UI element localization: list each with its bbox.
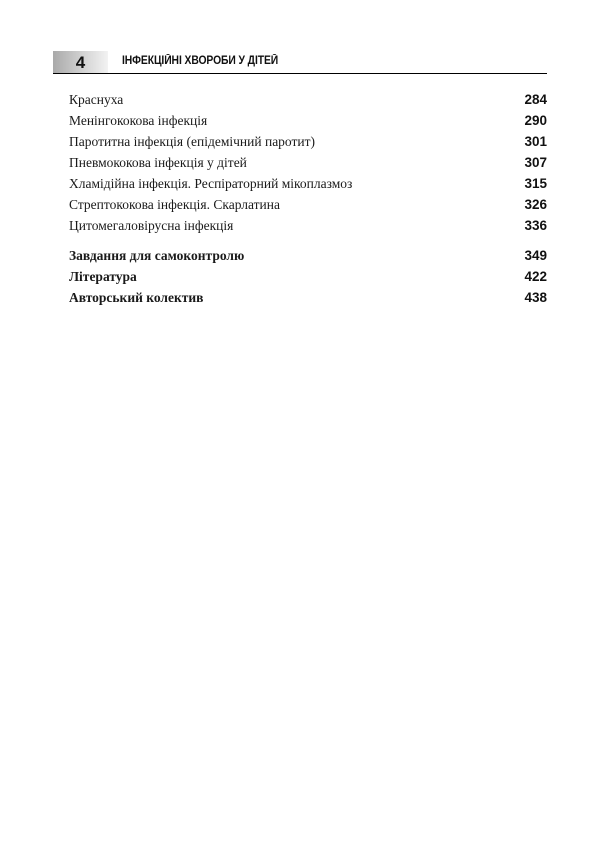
running-title: ІНФЕКЦІЙНІ ХВОРОБИ У ДІТЕЙ (122, 55, 279, 67)
toc-section-title: Завдання для самоконтролю (69, 248, 245, 263)
toc-section-page: 438 (524, 290, 547, 305)
toc-entry-page: 301 (524, 134, 547, 149)
toc-entry-title: Менінгококова інфекція (69, 113, 208, 128)
toc-section-page: 422 (524, 269, 547, 284)
toc-entry (69, 218, 547, 239)
toc-entry-page: 307 (524, 155, 547, 170)
toc-entry-page: 315 (524, 176, 547, 191)
toc-entry-title: Стрептококова інфекція. Скарлатина (69, 197, 280, 212)
toc-entry (69, 155, 547, 176)
toc-entry-title: Краснуха (69, 92, 124, 107)
toc-entry-title: Паротитна інфекція (епідемічний паротит) (69, 134, 316, 149)
toc-section-title: Авторський колектив (69, 290, 204, 305)
toc-entry-title: Хламідійна інфекція. Респіраторний мікоплазмоз (69, 176, 353, 191)
page-number: 4 (53, 51, 108, 74)
toc-entry-title: Цитомегаловірусна інфекція (69, 218, 234, 233)
table-of-contents (69, 92, 547, 311)
toc-entry (69, 176, 547, 197)
page-header (53, 51, 547, 74)
header-divider (53, 73, 547, 74)
toc-entry-page: 326 (524, 197, 547, 212)
toc-section-title: Література (69, 269, 137, 284)
toc-section-page: 349 (524, 248, 547, 263)
toc-section (69, 269, 547, 290)
toc-entry (69, 92, 547, 113)
toc-entry (69, 134, 547, 155)
toc-entry (69, 197, 547, 218)
toc-section (69, 248, 547, 269)
toc-entry-title: Пневмококова інфекція у дітей (69, 155, 247, 170)
toc-entry (69, 113, 547, 134)
toc-entry-page: 284 (524, 92, 547, 107)
toc-section (69, 290, 547, 311)
toc-entry-page: 336 (524, 218, 547, 233)
toc-entry-page: 290 (524, 113, 547, 128)
